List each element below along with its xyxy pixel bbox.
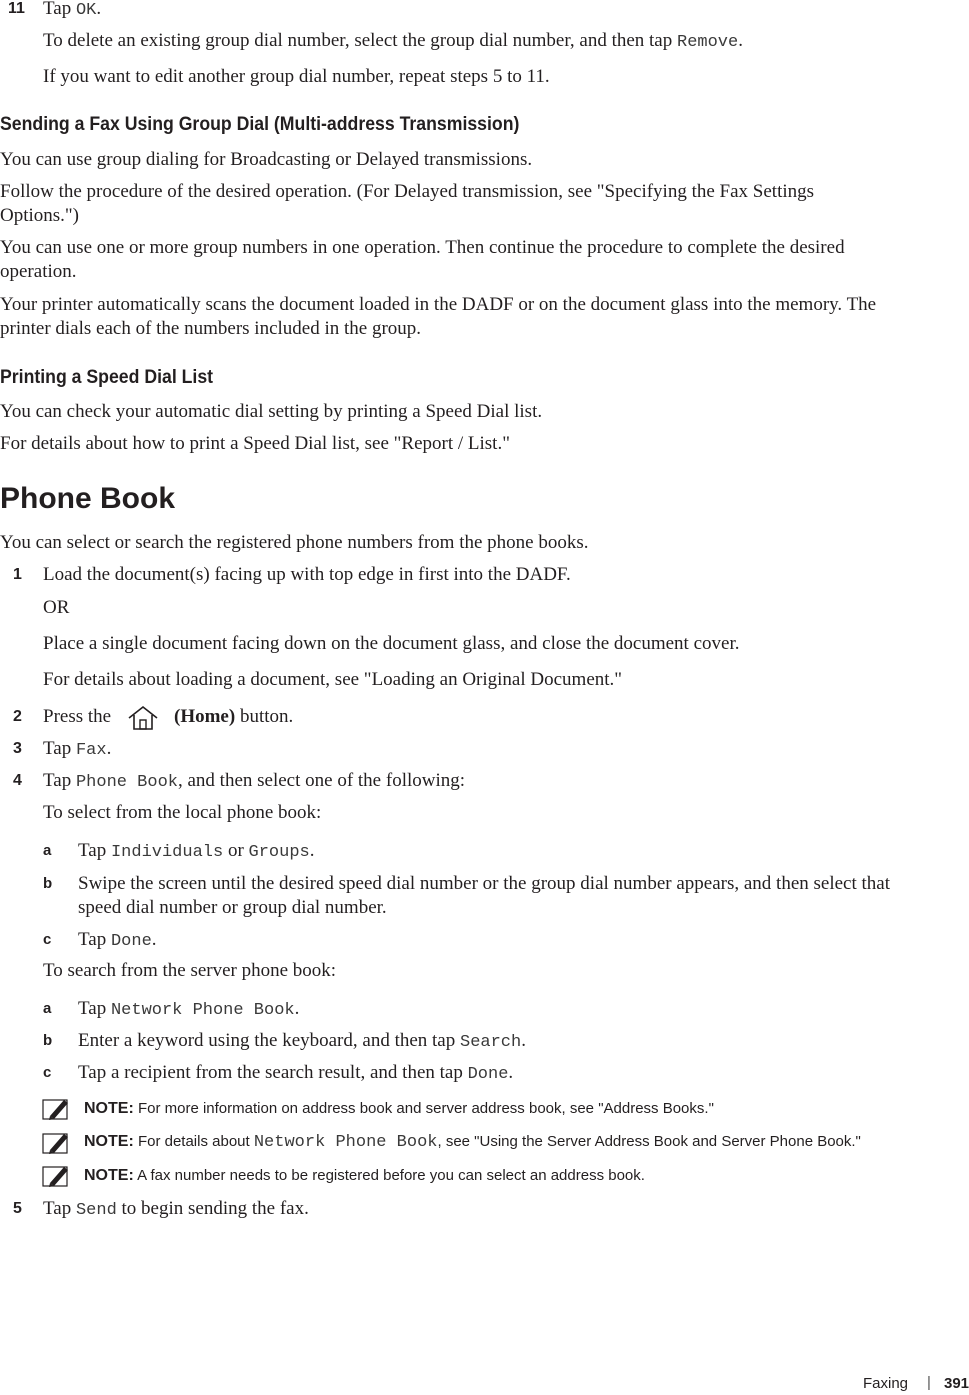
step-text: Tap OK. — [43, 0, 102, 20]
step-text: Tap Fax. — [43, 738, 112, 760]
note-pencil-icon — [42, 1097, 72, 1121]
substep-text: Tap Done. — [78, 929, 157, 951]
paragraph: operation. — [0, 261, 77, 282]
step-number: 2 — [13, 708, 22, 725]
substep-letter: a — [43, 842, 52, 859]
page-number: 391 — [944, 1375, 969, 1392]
note: NOTE: For details about Network Phone Book, see "Using the Server Address Book and Server Phone Book." — [84, 1133, 861, 1152]
note-pencil-icon — [42, 1164, 72, 1188]
paragraph: printer dials each of the numbers included in the group. — [0, 318, 422, 339]
paragraph: You can use group dialing for Broadcasting or Delayed transmissions. — [0, 149, 533, 170]
step-text: Load the document(s) facing up with top edge in first into the DADF. — [43, 564, 571, 585]
paragraph: Your printer automatically scans the document loaded in the DADF or on the document glass into the memory. The — [0, 294, 877, 315]
substep-text: Swipe the screen until the desired speed dial number or the group dial number appears, and then select that — [78, 873, 890, 894]
step-text: Tap Phone Book, and then select one of the following: — [43, 770, 466, 792]
paragraph: To select from the local phone book: — [43, 802, 322, 823]
paragraph: Place a single document facing down on the document glass, and close the document cover. — [43, 633, 740, 654]
page-title: Phone Book — [0, 482, 176, 515]
note: NOTE: For more information on address book and server address book, see "Address Books." — [84, 1100, 714, 1117]
step-text: (Home) button. — [174, 706, 294, 727]
step-number: 4 — [13, 772, 22, 789]
substep-text: Tap a recipient from the search result, and then tap Done. — [78, 1062, 514, 1084]
substep-letter: c — [43, 1064, 52, 1081]
paragraph: Options.") — [0, 205, 80, 226]
step-text: Tap Send to begin sending the fax. — [43, 1198, 309, 1220]
paragraph: To search from the server phone book: — [43, 960, 337, 981]
section-heading: Sending a Fax Using Group Dial (Multi-address Transmission) — [0, 114, 520, 135]
substep-letter: b — [43, 1032, 53, 1049]
note: NOTE: A fax number needs to be registered before you can select an address book. — [84, 1167, 645, 1184]
paragraph: You can use one or more group numbers in one operation. Then continue the procedure to complete the desired — [0, 237, 845, 258]
paragraph: For details about how to print a Speed Dial list, see "Report / List." — [0, 433, 510, 454]
substep-text: Tap Individuals or Groups. — [78, 840, 315, 862]
substep-letter: a — [43, 1000, 52, 1017]
step-number: 3 — [13, 740, 22, 757]
paragraph: To delete an existing group dial number, select the group dial number, and then tap Remove. — [43, 30, 743, 52]
step-text: Press the — [43, 706, 112, 727]
note-pencil-icon — [42, 1131, 72, 1155]
paragraph: OR — [43, 597, 70, 618]
section-heading: Printing a Speed Dial List — [0, 367, 214, 388]
paragraph: You can select or search the registered phone numbers from the phone books. — [0, 532, 589, 553]
paragraph: If you want to edit another group dial number, repeat steps 5 to 11. — [43, 66, 550, 87]
step-number: 5 — [13, 1200, 22, 1217]
footer-section: Faxing — [863, 1375, 909, 1392]
substep-text: speed dial number or group dial number. — [78, 897, 387, 918]
home-icon — [126, 705, 160, 731]
step-number: 11 — [8, 0, 25, 17]
paragraph: For details about loading a document, see "Loading an Original Document." — [43, 669, 623, 690]
paragraph: You can check your automatic dial setting by printing a Speed Dial list. — [0, 401, 543, 422]
footer-separator: | — [927, 1374, 931, 1391]
step-number: 1 — [13, 566, 22, 583]
substep-text: Tap Network Phone Book. — [78, 998, 300, 1020]
substep-text: Enter a keyword using the keyboard, and then tap Search. — [78, 1030, 526, 1052]
substep-letter: b — [43, 875, 53, 892]
paragraph: Follow the procedure of the desired operation. (For Delayed transmission, see "Specifying the Fax Settings — [0, 181, 815, 202]
substep-letter: c — [43, 931, 52, 948]
